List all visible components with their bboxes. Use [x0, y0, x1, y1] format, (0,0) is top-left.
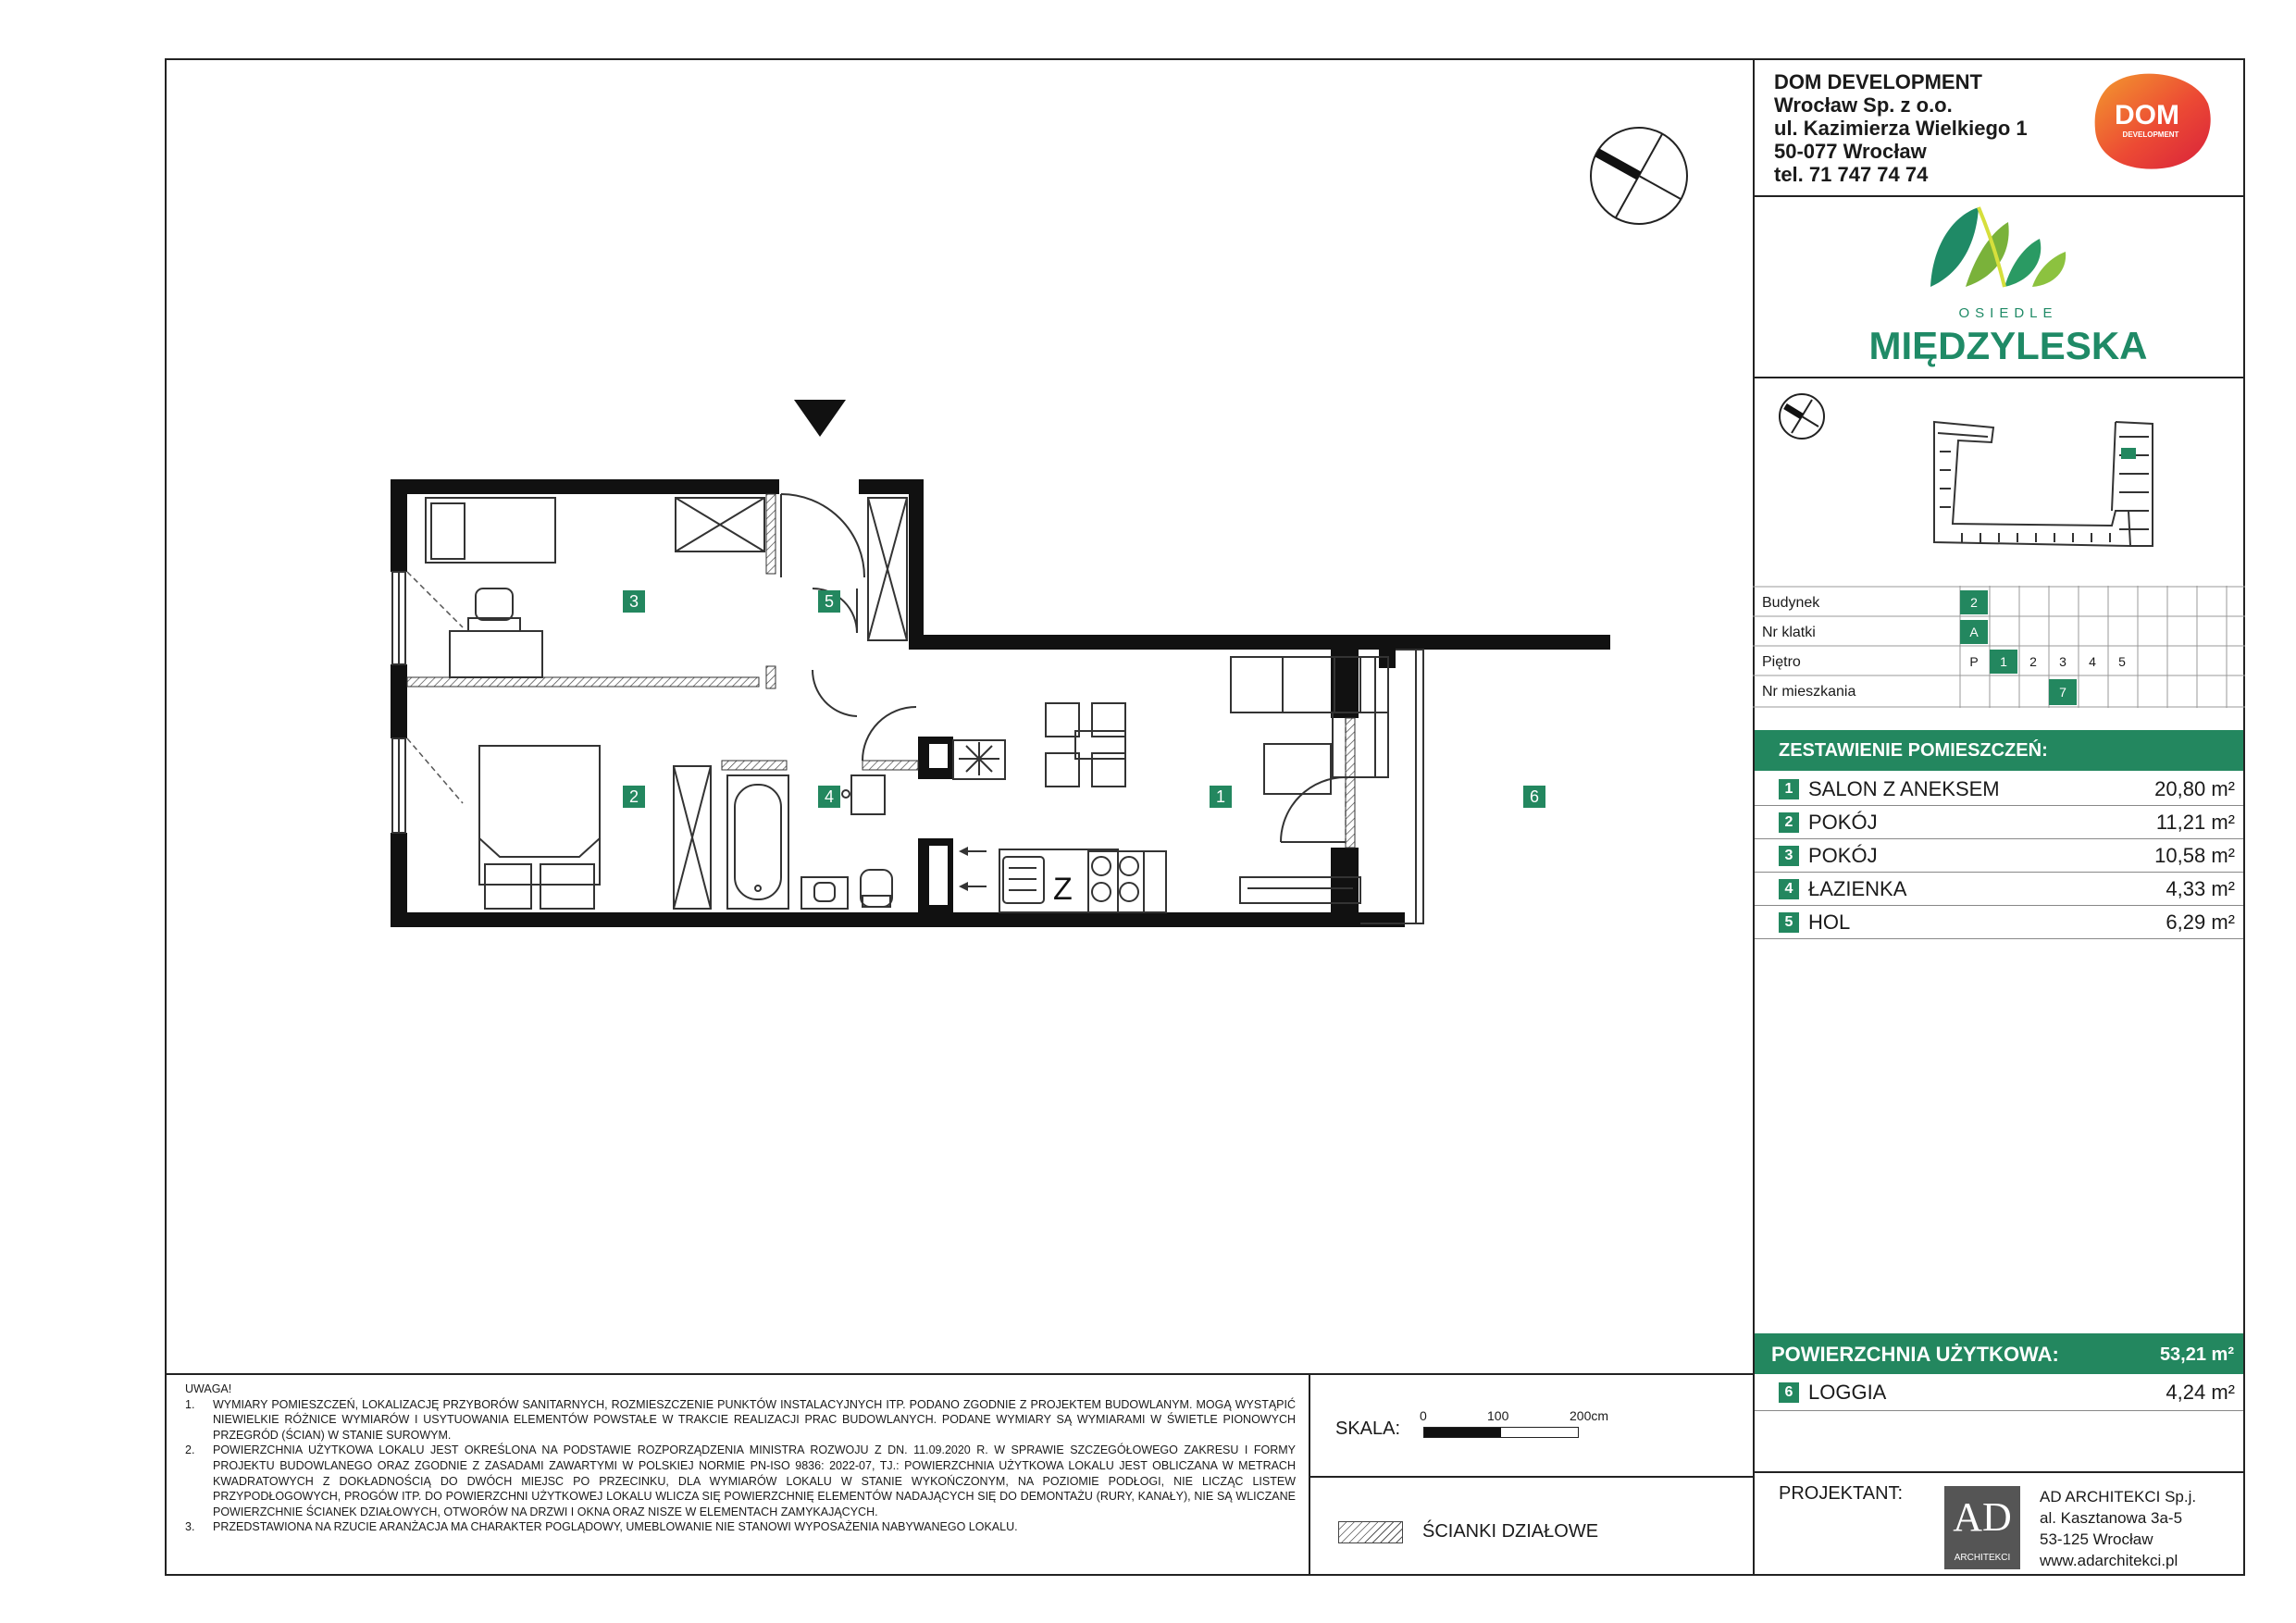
room-area: 4,24 m²	[2166, 1381, 2235, 1404]
room-num: 6	[1779, 1382, 1799, 1403]
room-sep	[1755, 805, 2243, 806]
grid-floor-p: P	[1969, 654, 1979, 669]
kitchen-mark: Z	[1053, 872, 1073, 907]
room-sep	[1755, 905, 2243, 906]
room-name: LOGGIA	[1808, 1381, 1887, 1404]
legend-label: ŚCIANKI DZIAŁOWE	[1422, 1521, 1599, 1542]
grid-floor-2: 2	[2029, 654, 2037, 669]
dom-logo-subtext: DEVELOPMENT	[2122, 130, 2179, 139]
notes	[185, 1381, 1296, 1535]
ad-logo-caption: ARCHITEKCI	[1954, 1553, 2011, 1563]
note-text: PRZEDSTAWIONA NA RZUCIE ARANŻACJA MA CHARAKTER POGLĄDOWY, UMEBLOWANIE NIE STANOWI WYPOSAŻENIA NABYWANEGO LOKALU.	[213, 1520, 1018, 1534]
room-area: 6,29 m²	[2166, 911, 2235, 934]
room-name: POKÓJ	[1808, 844, 1878, 867]
designer-name: AD ARCHITEKCI Sp.j.	[2040, 1488, 2197, 1505]
plan-label-4: 4	[818, 786, 840, 808]
note-num: 1.	[185, 1397, 195, 1411]
developer-info	[1774, 70, 2028, 186]
estate-name: MIĘDZYLESKA	[1868, 324, 2148, 367]
room-row-3	[1779, 840, 2239, 872]
scale-tick-100: 100	[1487, 1408, 1509, 1423]
estate-prefix: OSIEDLE	[1958, 305, 2058, 321]
notes-title: UWAGA!	[185, 1382, 232, 1395]
room-area: 4,33 m²	[2166, 877, 2235, 900]
building-key-plan	[1906, 415, 2221, 557]
room-row-1	[1779, 774, 2239, 805]
designer-street: al. Kasztanowa 3a-5	[2040, 1509, 2183, 1527]
room-sep	[1755, 872, 2243, 873]
sidebar-sep-2	[1753, 377, 2245, 378]
grid-label-building: Budynek	[1762, 595, 1820, 611]
room-num: 2	[1779, 812, 1799, 833]
note-text: POWIERZCHNIA UŻYTKOWA LOKALU JEST OKREŚLONA NA PODSTAWIE ROZPORZĄDZENIA MINISTRA ROZWOJU Z DN. 11.09.2020 R. W SPRAWIE SZCZEGÓŁOWEGO ZAKRESU I FORMY PROJEKTU BUDOWLANEGO ORAZ ZGODNIE Z ZASADAMI ZAWARTYMI W POLSKIEJ NORMIE PN-ISO 9836: 2022-07, TJ.: POWIERZCHNIA UŻYTKOWA LOKALU JEST OBLICZANA W METRACH KWADRATOWYCH Z DOKŁADNOŚCIĄ DO DWÓCH MIEJSC PO PRZECINKU, DLA WYMIARÓW LOKALU W STANIE WYKOŃCZONYM, NA POZIOMIE PODŁOGI, NIE LICZĄC LISTEW PRZYPODŁOGOWYCH, PROGÓW ITP. DO POWIERZCHNI UŻYTKOWEJ LOKALU WLICZA SIĘ POWIERZCHNIĘ ELEMENTÓW NADAJĄCYCH SIĘ DO DEMONTAŻU (RURY, KANAŁY), NIE SĄ WLICZANE POWIERZCHNIE ŚCIANEK DZIAŁOWYCH, OTWORÓW NA DRZWI I OKNA ORAZ NISZE W ELEMENTACH ZAMYKAJĄCYCH.	[213, 1443, 1296, 1518]
dom-logo-text: DOM	[2115, 100, 2179, 130]
ad-architekci-logo	[1944, 1486, 2020, 1569]
grid-building-value: 2	[1960, 590, 1988, 614]
entrance-arrow-icon	[794, 400, 846, 437]
developer-name: DOM DEVELOPMENT	[1774, 70, 1982, 93]
room-name: SALON Z ANEKSEM	[1808, 777, 2000, 800]
plan-label-6: 6	[1523, 786, 1545, 808]
usable-area-value: 53,21 m²	[2159, 1344, 2234, 1365]
grid-label-floor: Piętro	[1762, 654, 1801, 670]
room-num: 1	[1779, 779, 1799, 799]
grid-label-apartment: Nr mieszkania	[1762, 684, 1856, 700]
rooms-header-text: ZESTAWIENIE POMIESZCZEŃ:	[1779, 740, 2048, 761]
designer-label: PROJEKTANT:	[1779, 1483, 1904, 1504]
developer-phone: tel. 71 747 74 74	[1774, 163, 1929, 186]
plan-label-3: 3	[623, 590, 645, 613]
note-2	[185, 1443, 1296, 1519]
grid-floor-5: 5	[2118, 654, 2126, 669]
room-num: 5	[1779, 912, 1799, 933]
room-sep	[1755, 838, 2243, 839]
room-name: ŁAZIENKA	[1808, 877, 1907, 900]
floor-plan	[370, 389, 1610, 944]
room-sep	[1755, 1410, 2243, 1411]
scale-bar	[1423, 1427, 1579, 1438]
plan-label-1: 1	[1210, 786, 1232, 808]
room-name: POKÓJ	[1808, 811, 1878, 834]
sidebar-sep-3	[1753, 1471, 2245, 1473]
scale-label: SKALA:	[1335, 1419, 1401, 1439]
developer-line2: Wrocław Sp. z o.o.	[1774, 93, 1953, 117]
notes-divider	[165, 1373, 1755, 1375]
grid-staircase-value: A	[1960, 620, 1988, 644]
scale-legend-divider	[1309, 1476, 1755, 1478]
scale-tick-200: 200cm	[1570, 1408, 1609, 1423]
rooms-header	[1755, 730, 2243, 771]
loggia-row	[1779, 1377, 2239, 1408]
developer-city: 50-077 Wrocław	[1774, 140, 1927, 163]
grid-apartment-value: 7	[2049, 679, 2077, 705]
dom-development-logo	[2090, 68, 2214, 172]
room-area: 10,58 m²	[2154, 844, 2235, 867]
compass-icon	[1588, 125, 1690, 227]
room-num: 4	[1779, 879, 1799, 899]
plan-label-2: 2	[623, 786, 645, 808]
room-area: 11,21 m²	[2155, 811, 2235, 834]
note-1	[185, 1397, 1296, 1443]
note-3	[185, 1519, 1296, 1535]
usable-area-bar	[1755, 1333, 2243, 1374]
legend-hatch-swatch	[1338, 1521, 1403, 1543]
grid-floor-4: 4	[2089, 654, 2096, 669]
scale-tick-0: 0	[1420, 1408, 1427, 1423]
usable-area-label: POWIERZCHNIA UŻYTKOWA:	[1771, 1343, 2059, 1366]
grid-label-staircase: Nr klatki	[1762, 625, 1816, 640]
room-row-5	[1779, 907, 2239, 938]
room-area: 20,80 m²	[2154, 777, 2235, 800]
compass-small-icon	[1777, 391, 1827, 441]
room-name: HOL	[1808, 911, 1851, 934]
grid-floor-3: 3	[2059, 654, 2066, 669]
note-text: WYMIARY POMIESZCZEŃ, LOKALIZACJĘ PRZYBORÓW SANITARNYCH, ROZMIESZCZENIE PUNKTÓW INSTALACYJNYCH ITP. PODANO ZGODNIE Z PROJEKTEM BUDOWLANYM. MOGĄ WYSTĄPIĆ NIEWIELKIE RÓŻNICE WYMIARÓW I USYTUOWANIA ELEMENTÓW POWSTAŁE W TRAKCIE REALIZACJI PRAC BUDOWLANYCH. PODANE WYMIARY SĄ WYMIARAMI W ŚWIETLE PIONOWYCH PRZEGRÓD (ŚCIAN) W STANIE SUROWYM.	[213, 1397, 1296, 1442]
designer-web: www.adarchitekci.pl	[2040, 1552, 2178, 1569]
room-num: 3	[1779, 846, 1799, 866]
developer-street: ul. Kazimierza Wielkiego 1	[1774, 117, 2028, 140]
room-sep	[1755, 938, 2243, 939]
estate-logo-mark	[1923, 202, 2071, 294]
plan-label-5: 5	[818, 590, 840, 613]
grid-floor-1: 1	[1990, 650, 2017, 674]
notes-scale-divider	[1309, 1373, 1310, 1576]
sidebar-sep-1	[1753, 195, 2245, 197]
designer-city: 53-125 Wrocław	[2040, 1530, 2153, 1548]
designer-address	[2040, 1486, 2196, 1571]
note-num: 2.	[185, 1443, 195, 1457]
note-num: 3.	[185, 1520, 195, 1534]
room-row-4	[1779, 873, 2239, 905]
room-row-2	[1779, 807, 2239, 838]
ad-logo-letters: AD	[1953, 1494, 2012, 1540]
